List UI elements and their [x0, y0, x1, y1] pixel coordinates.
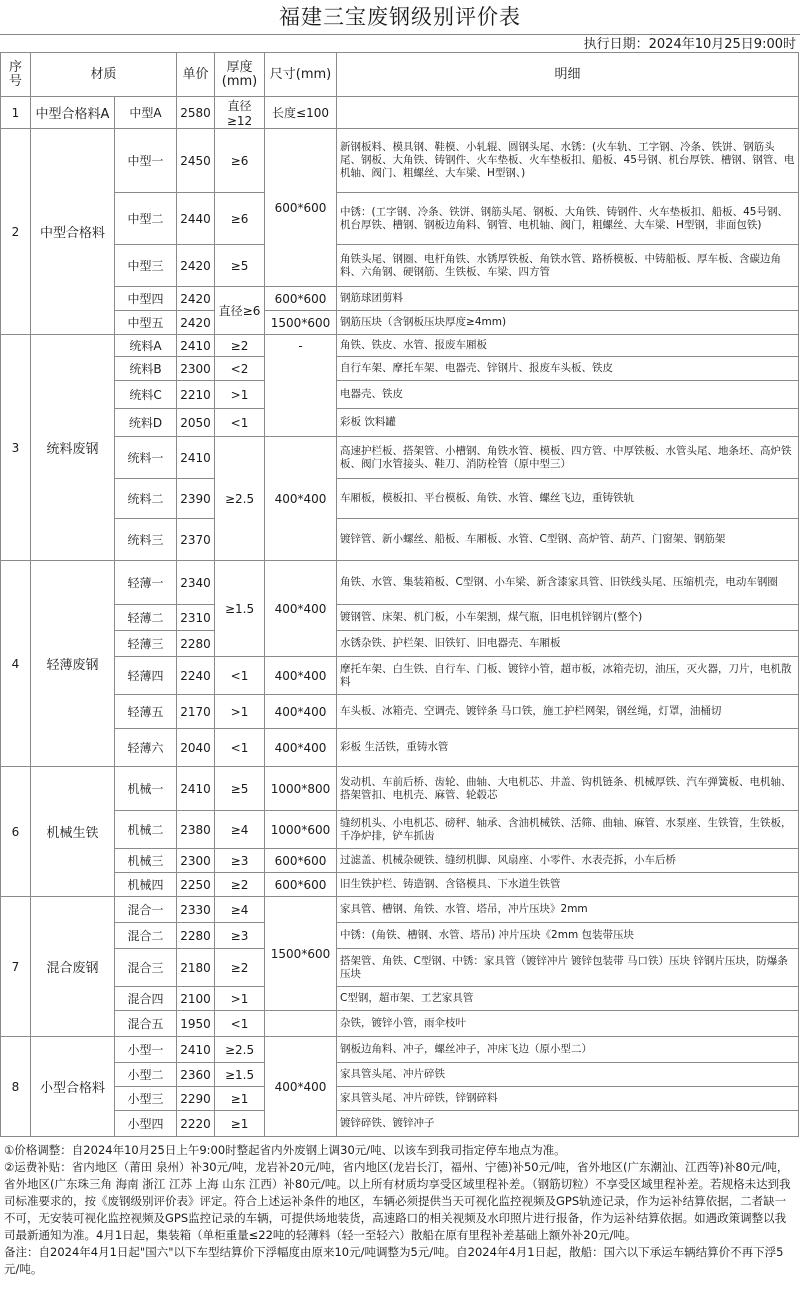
table-row: [1, 849, 799, 873]
sub-grade: 机械一: [115, 767, 177, 811]
price-cell: 2240: [177, 657, 215, 695]
price-cell: 2040: [177, 729, 215, 767]
thickness-cell: 直径≥12: [215, 97, 265, 129]
table-row: [1, 519, 799, 561]
price-cell: 2300: [177, 357, 215, 381]
header-detail: 明细: [337, 53, 799, 97]
thickness-cell: <1: [215, 1011, 265, 1037]
table-row: [1, 695, 799, 729]
group-index: 6: [1, 767, 31, 897]
header-idx: 序号: [1, 53, 31, 97]
table-row: [1, 1037, 799, 1063]
detail-cell: 镀钢管、床架、机门板，小车架割，煤气瓶，旧电机锌钢片(整个): [337, 605, 799, 631]
detail-cell: 旧生铁护栏、铸造钢、含铬模具、下水道生铁管: [337, 873, 799, 897]
detail-cell: 钢筋压块（含钢板压块厚度≥4mm): [337, 311, 799, 335]
table-row: [1, 1087, 799, 1111]
detail-cell: 家具管头尾、冲片碎铁，锌钢碎料: [337, 1087, 799, 1111]
price-cell: 2280: [177, 923, 215, 949]
table-row: [1, 561, 799, 605]
price-cell: 1950: [177, 1011, 215, 1037]
table-row: [1, 335, 799, 357]
thickness-cell: ≥1: [215, 1087, 265, 1111]
table-row: [1, 1063, 799, 1087]
detail-cell: [337, 97, 799, 129]
header-size: 尺寸(mm): [265, 53, 337, 97]
sub-grade: 轻薄四: [115, 657, 177, 695]
price-cell: 2210: [177, 381, 215, 409]
thickness-cell: ≥1.5: [215, 1063, 265, 1087]
sub-grade: 机械四: [115, 873, 177, 897]
sub-grade: 中型三: [115, 245, 177, 287]
price-cell: 2410: [177, 335, 215, 357]
thickness-cell: ≥5: [215, 767, 265, 811]
table-row: [1, 437, 799, 479]
detail-cell: 彩板 生活铁，重铸水管: [337, 729, 799, 767]
thickness-cell: <1: [215, 409, 265, 437]
table-row: [1, 193, 799, 245]
thickness-cell: ≥3: [215, 849, 265, 873]
table-row: [1, 729, 799, 767]
table-row: [1, 767, 799, 811]
price-cell: 2420: [177, 311, 215, 335]
group-material: 轻薄废钢: [31, 561, 115, 767]
price-cell: 2100: [177, 987, 215, 1011]
price-cell: 2220: [177, 1111, 215, 1137]
group-material: 中型合格料: [31, 129, 115, 335]
size-cell: 400*400: [265, 561, 337, 657]
detail-cell: 角铁头尾、钢圈、电杆角铁、水锈厚铁板、角铁水管、路桥模板、中铸船板、厚车板、含碳边角料、六角钢、硬钢筋、生铁板、车梁、四方管: [337, 245, 799, 287]
sub-grade: 小型三: [115, 1087, 177, 1111]
sub-grade: 统料二: [115, 479, 177, 519]
table-row: [1, 287, 799, 311]
detail-cell: 中锈：(工字钢、冷条、铁饼、钢筋头尾、钢板、大角铁、铸钢件、火车垫板扣、船板、45号钢、机台厚铁、槽钢、钢板边角料、钢管、电机轴、阀门，粗螺丝、大车梁、H型钢，非面包铁): [337, 193, 799, 245]
table-row: [1, 605, 799, 631]
sub-grade: 中型A: [115, 97, 177, 129]
thickness-cell: ≥5: [215, 245, 265, 287]
group-material: 中型合格料A: [31, 97, 115, 129]
sub-grade: 机械二: [115, 811, 177, 849]
header-material: 材质: [31, 53, 177, 97]
detail-cell: 中锈：(角铁、槽钢、水管、塔吊) 冲片压块《2mm 包装带压块: [337, 923, 799, 949]
sub-grade: 轻薄三: [115, 631, 177, 657]
detail-cell: 新钢板料、模具钢、鞋模、小轧辊、圆钢头尾、水锈：(火车轨、工字钢、冷条、铁饼、钢筋头尾、钢板、大角铁、铸钢件、火车垫板、火车垫板扣、船板、45号钢、机台厚铁、槽钢、钢管、电机轴、阀门、粗螺丝、大车梁、H型钢、): [337, 129, 799, 193]
group-index: 8: [1, 1037, 31, 1137]
thickness-cell: ≥2: [215, 335, 265, 357]
thickness-cell: <1: [215, 729, 265, 767]
thickness-cell: ≥3: [215, 923, 265, 949]
detail-cell: 彩板 饮料罐: [337, 409, 799, 437]
price-cell: 2380: [177, 811, 215, 849]
page-title: 福建三宝废钢级别评价表: [0, 0, 800, 35]
thickness-cell: ≥2.5: [215, 437, 265, 561]
size-cell: -: [265, 335, 337, 437]
table-row: [1, 311, 799, 335]
detail-cell: 发动机、车前后桥、齿轮、曲轴、大电机芯、井盖、钩机链条、机械厚铁、汽车弹簧板、电机轴、搭架管扣、电机壳、麻管、轮毂芯: [337, 767, 799, 811]
price-cell: 2170: [177, 695, 215, 729]
sub-grade: 小型四: [115, 1111, 177, 1137]
price-cell: 2180: [177, 949, 215, 987]
sub-grade: 中型四: [115, 287, 177, 311]
detail-cell: 钢板边角料、冲子，螺丝冲子，冲床飞边（原小型二）: [337, 1037, 799, 1063]
table-row: [1, 1011, 799, 1037]
detail-cell: 镀锌管、新小螺丝、船板、车厢板、水管、C型钢、高炉管、葫芦、门窗架、钢筋架: [337, 519, 799, 561]
detail-cell: 车厢板，模板扣、平台模板、角铁、水管、螺丝飞边，重铸铁轨: [337, 479, 799, 519]
size-cell: 600*600: [265, 849, 337, 873]
price-cell: 2370: [177, 519, 215, 561]
price-table: [0, 52, 799, 1137]
sub-grade: 统料A: [115, 335, 177, 357]
price-cell: 2420: [177, 287, 215, 311]
sub-grade: 中型一: [115, 129, 177, 193]
sub-grade: 机械三: [115, 849, 177, 873]
sub-grade: 统料D: [115, 409, 177, 437]
group-material: 机械生铁: [31, 767, 115, 897]
detail-cell: 电器壳、铁皮: [337, 381, 799, 409]
price-cell: 2410: [177, 767, 215, 811]
detail-cell: 高速护栏板、搭架管、小槽钢、角铁水管、模板、四方管、中厚铁板、水管头尾、地条坯、高炉铁板、阀门水管接头、鞋刀、消防栓管（原中型三）: [337, 437, 799, 479]
effective-date: 执行日期：2024年10月25日9:00时: [583, 37, 796, 52]
group-index: 1: [1, 97, 31, 129]
table-row: [1, 657, 799, 695]
sub-grade: 小型二: [115, 1063, 177, 1087]
size-cell: 400*400: [265, 437, 337, 561]
size-cell: 1500*600: [265, 311, 337, 335]
table-row: [1, 129, 799, 193]
thickness-cell: >1: [215, 987, 265, 1011]
size-cell: 1500*600: [265, 897, 337, 1011]
sub-grade: 轻薄六: [115, 729, 177, 767]
sub-grade: 混合五: [115, 1011, 177, 1037]
size-cell: 1000*800: [265, 767, 337, 811]
table-row: [1, 811, 799, 849]
group-index: 2: [1, 129, 31, 335]
size-cell: 400*400: [265, 729, 337, 767]
detail-cell: 家具管头尾、冲片碎铁: [337, 1063, 799, 1087]
thickness-cell: ≥4: [215, 811, 265, 849]
group-material: 统料废钢: [31, 335, 115, 561]
note-price-adjustment: ①价格调整：自2024年10月25日上午9:00时整起省内外废钢上调30元/吨、以该车到我司指定停车地点为准。: [4, 1143, 566, 1157]
note-freight-subsidy: ②运费补贴：省内地区（莆田 泉州）补30元/吨，龙岩补20元/吨，省内地区(龙岩长汀，福州、宁德)补50元/吨，省外地区(广东潮汕、江西等)补80元/吨，省外地区(广东珠三角 海南 浙江 江苏 上海 山东 江西）补80元/吨。以上所有材质均享受区域里程补差。（钢筋切粒）不享受区域里程补差。若规格未达到我司标准要求的，按《废钢级别评价表》评定。符合上述运补条件的地区，车辆必须提供当天可视化监控视频及GPS轨迹记录，作为运补结算依据，二者缺一不可，无安装可视化监控视频及GPS监控记录的车辆，可提供场地装货，高速路口的相关视频及水印照片进行报备，作为运补结算依据。如遇政策调整以我司最新通知为准。4月1日起，集装箱（单柜重量≤22吨的轻薄料（轻一至轻六）散船在原有里程补差基础上额外补20元/吨。: [4, 1160, 791, 1242]
sub-grade: 中型二: [115, 193, 177, 245]
price-cell: 2420: [177, 245, 215, 287]
thickness-cell: ≥1: [215, 1111, 265, 1137]
price-cell: 2580: [177, 97, 215, 129]
size-cell: 1000*600: [265, 811, 337, 849]
thickness-cell: >1: [215, 381, 265, 409]
price-cell: 2340: [177, 561, 215, 605]
sub-grade: 统料一: [115, 437, 177, 479]
sub-grade: 统料B: [115, 357, 177, 381]
detail-cell: 钢筋球团剪料: [337, 287, 799, 311]
size-cell: 长度≤100: [265, 97, 337, 129]
detail-cell: 镀锌碎铁、镀锌冲子: [337, 1111, 799, 1137]
sub-grade: 统料C: [115, 381, 177, 409]
size-cell: 400*400: [265, 657, 337, 695]
price-cell: 2300: [177, 849, 215, 873]
detail-cell: 角铁、水管、集装箱板、C型钢、小车梁、新含漆家具管、旧铁线头尾、压缩机壳，电动车钢圈: [337, 561, 799, 605]
thickness-cell: <2: [215, 357, 265, 381]
detail-cell: C型钢，超市架、工艺家具管: [337, 987, 799, 1011]
thickness-cell: >1: [215, 695, 265, 729]
notes-section: [4, 1142, 796, 1278]
group-material: 小型合格料: [31, 1037, 115, 1137]
table-row: [1, 923, 799, 949]
detail-cell: 过滤盖、机械杂硬铁、缝纫机脚、风扇座、小零件、水表壳拆，小车后桥: [337, 849, 799, 873]
table-row: [1, 949, 799, 987]
group-material: 混合废钢: [31, 897, 115, 1037]
detail-cell: 缝纫机头、小电机芯、磅秤、轴承、含油机械铁、活筛、曲轴、麻管、水泵座、生铁管，生铁板，千净炉排，铲车抓齿: [337, 811, 799, 849]
sub-grade: 轻薄一: [115, 561, 177, 605]
sub-grade: 混合三: [115, 949, 177, 987]
table-row: [1, 357, 799, 381]
detail-cell: 水锈杂铁、护栏架、旧铁钉、旧电器壳、车厢板: [337, 631, 799, 657]
detail-cell: 角铁、铁皮、水管、报废车厢板: [337, 335, 799, 357]
table-row: [1, 631, 799, 657]
price-cell: 2310: [177, 605, 215, 631]
header-thickness: 厚度(mm): [215, 53, 265, 97]
price-cell: 2440: [177, 193, 215, 245]
sub-grade: 中型五: [115, 311, 177, 335]
price-cell: 2450: [177, 129, 215, 193]
table-row: [1, 409, 799, 437]
table-row: [1, 479, 799, 519]
table-row: [1, 381, 799, 409]
sub-grade: 统料三: [115, 519, 177, 561]
table-row: [1, 873, 799, 897]
table-row: [1, 245, 799, 287]
price-cell: 2250: [177, 873, 215, 897]
thickness-cell: ≥6: [215, 193, 265, 245]
table-row: [1, 97, 799, 129]
table-row: [1, 987, 799, 1011]
header-price: 单价: [177, 53, 215, 97]
group-index: 4: [1, 561, 31, 767]
size-cell: [265, 1011, 337, 1037]
size-cell: 600*600: [265, 873, 337, 897]
size-cell: 400*400: [265, 695, 337, 729]
price-cell: 2410: [177, 1037, 215, 1063]
price-cell: 2360: [177, 1063, 215, 1087]
price-cell: 2280: [177, 631, 215, 657]
price-cell: 2410: [177, 437, 215, 479]
sub-grade: 小型一: [115, 1037, 177, 1063]
detail-cell: 家具管、槽钢、角铁、水管、塔吊，冲片压块》2mm: [337, 897, 799, 923]
size-cell: 600*600: [265, 129, 337, 287]
thickness-cell: ≥2.5: [215, 1037, 265, 1063]
price-cell: 2050: [177, 409, 215, 437]
sub-grade: 轻薄五: [115, 695, 177, 729]
detail-cell: 自行车架、摩托车架、电器壳、锌钢片、报废车头板、铁皮: [337, 357, 799, 381]
thickness-cell: ≥1.5: [215, 561, 265, 657]
note-remarks: 备注：自2024年4月1日起"国六"以下车型结算价下浮幅度由原来10元/吨调整为5元/吨。自2024年4月1日起，散船：国六以下承运车辆结算价不再下浮5元/吨。: [4, 1245, 784, 1276]
detail-cell: 摩托车架、白生铁、自行车、门板、镀锌小管，超市板，冰箱壳切，油压，灭火器，刀片，电机散料: [337, 657, 799, 695]
thickness-cell: ≥6: [215, 129, 265, 193]
size-cell: 600*600: [265, 287, 337, 311]
group-index: 7: [1, 897, 31, 1037]
price-cell: 2330: [177, 897, 215, 923]
size-cell: 400*400: [265, 1037, 337, 1137]
thickness-cell: <1: [215, 657, 265, 695]
thickness-cell: ≥2: [215, 873, 265, 897]
thickness-cell: 直径≥6: [215, 287, 265, 335]
detail-cell: 杂铁，镀锌小管，雨伞枝叶: [337, 1011, 799, 1037]
detail-cell: 搭架管、角铁、C型钢、中锈：家具管（镀锌冲片 镀锌包装带 马口铁）压块 锌钢片压块，防爆条压块: [337, 949, 799, 987]
thickness-cell: ≥4: [215, 897, 265, 923]
price-cell: 2390: [177, 479, 215, 519]
sub-grade: 混合二: [115, 923, 177, 949]
sub-grade: 轻薄二: [115, 605, 177, 631]
detail-cell: 车头板、冰箱壳、空调壳、镀锌条 马口铁，施工护栏网架，钢丝绳，灯罩，油桶切: [337, 695, 799, 729]
sub-grade: 混合四: [115, 987, 177, 1011]
price-cell: 2290: [177, 1087, 215, 1111]
table-row: [1, 897, 799, 923]
group-index: 3: [1, 335, 31, 561]
thickness-cell: ≥2: [215, 949, 265, 987]
sub-grade: 混合一: [115, 897, 177, 923]
table-row: [1, 1111, 799, 1137]
